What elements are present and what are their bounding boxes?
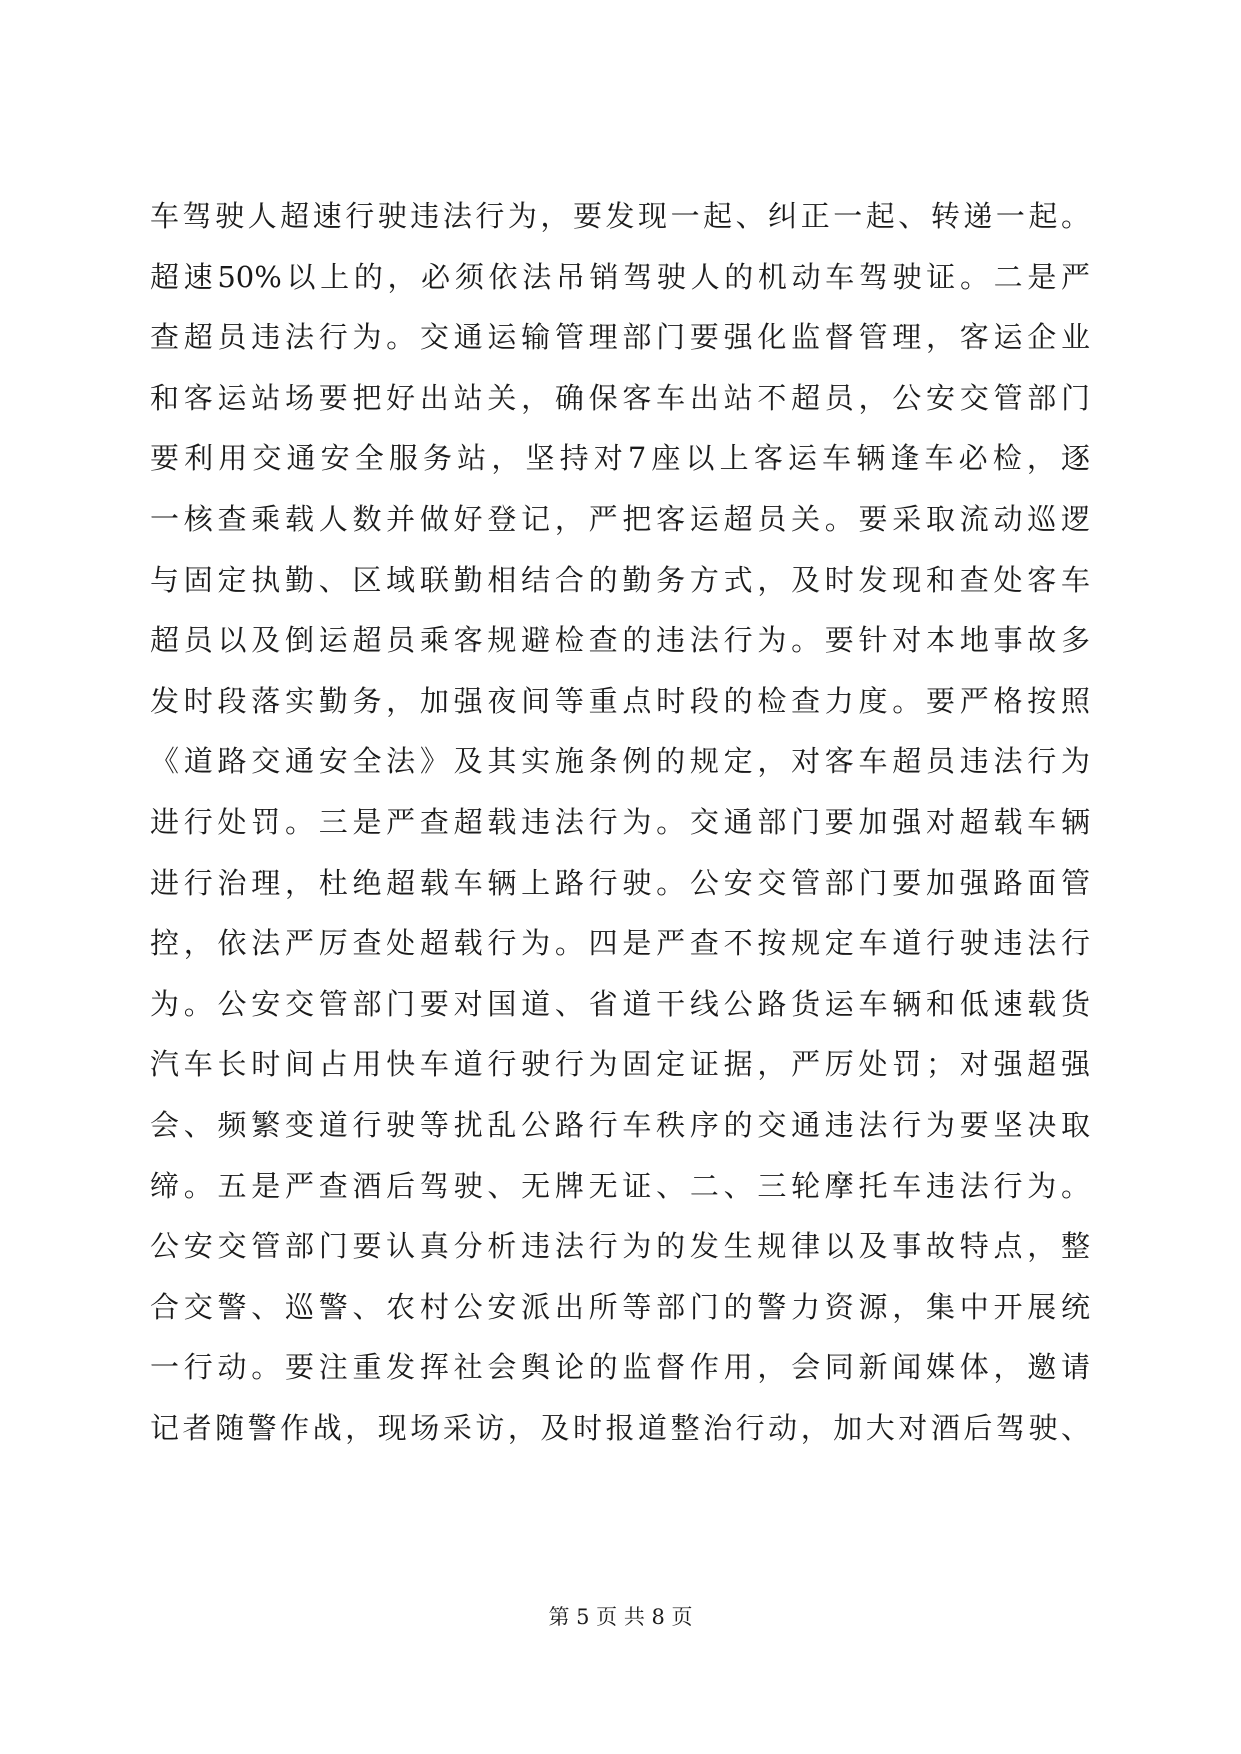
body-paragraph [150, 186, 1090, 1458]
text-line: 为。公安交管部门要对国道、省道干线公路货运车辆和低速载货 [150, 986, 1090, 1021]
text-line: 进行处罚。三是严查超载违法行为。交通部门要加强对超载车辆 [150, 804, 1090, 839]
text-line: 超员以及倒运超员乘客规避检查的违法行为。要针对本地事故多 [150, 623, 1090, 658]
text-line: 发时段落实勤务，加强夜间等重点时段的检查力度。要严格按照 [150, 683, 1090, 718]
text-line: 汽车长时间占用快车道行驶行为固定证据，严厉处罚；对强超强 [150, 1047, 1090, 1082]
text-line: 要利用交通安全服务站，坚持对7座以上客运车辆逢车必检，逐 [150, 441, 1090, 476]
text-line: 《道路交通安全法》及其实施条例的规定，对客车超员违法行为 [150, 744, 1090, 779]
text-line: 超速50%以上的，必须依法吊销驾驶人的机动车驾驶证。二是严 [150, 259, 1090, 294]
text-line: 查超员违法行为。交通运输管理部门要强化监督管理，客运企业 [150, 320, 1090, 355]
text-line: 与固定执勤、区域联勤相结合的勤务方式，及时发现和查处客车 [150, 562, 1090, 597]
text-line: 一核查乘载人数并做好登记，严把客运超员关。要采取流动巡逻 [150, 501, 1090, 536]
text-line: 控，依法严厉查处超载行为。四是严查不按规定车道行驶违法行 [150, 926, 1090, 961]
page-number-footer: 第 5 页 共 8 页 [548, 1605, 693, 1629]
text-line: 合交警、巡警、农村公安派出所等部门的警力资源，集中开展统 [150, 1289, 1090, 1324]
text-line: 进行治理，杜绝超载车辆上路行驶。公安交管部门要加强路面管 [150, 865, 1090, 900]
text-line: 一行动。要注重发挥社会舆论的监督作用，会同新闻媒体，邀请 [150, 1350, 1090, 1385]
text-line: 车驾驶人超速行驶违法行为，要发现一起、纠正一起、转递一起。 [150, 199, 1090, 233]
text-line: 会、频繁变道行驶等扰乱公路行车秩序的交通违法行为要坚决取 [150, 1107, 1090, 1142]
text-line: 缔。五是严查酒后驾驶、无牌无证、二、三轮摩托车违法行为。 [150, 1168, 1090, 1203]
text-line: 公安交管部门要认真分析违法行为的发生规律以及事故特点，整 [150, 1229, 1090, 1264]
text-line: 记者随警作战，现场采访，及时报道整治行动，加大对酒后驾驶、 [150, 1410, 1090, 1445]
text-line: 和客运站场要把好出站关，确保客车出站不超员，公安交管部门 [150, 380, 1090, 415]
